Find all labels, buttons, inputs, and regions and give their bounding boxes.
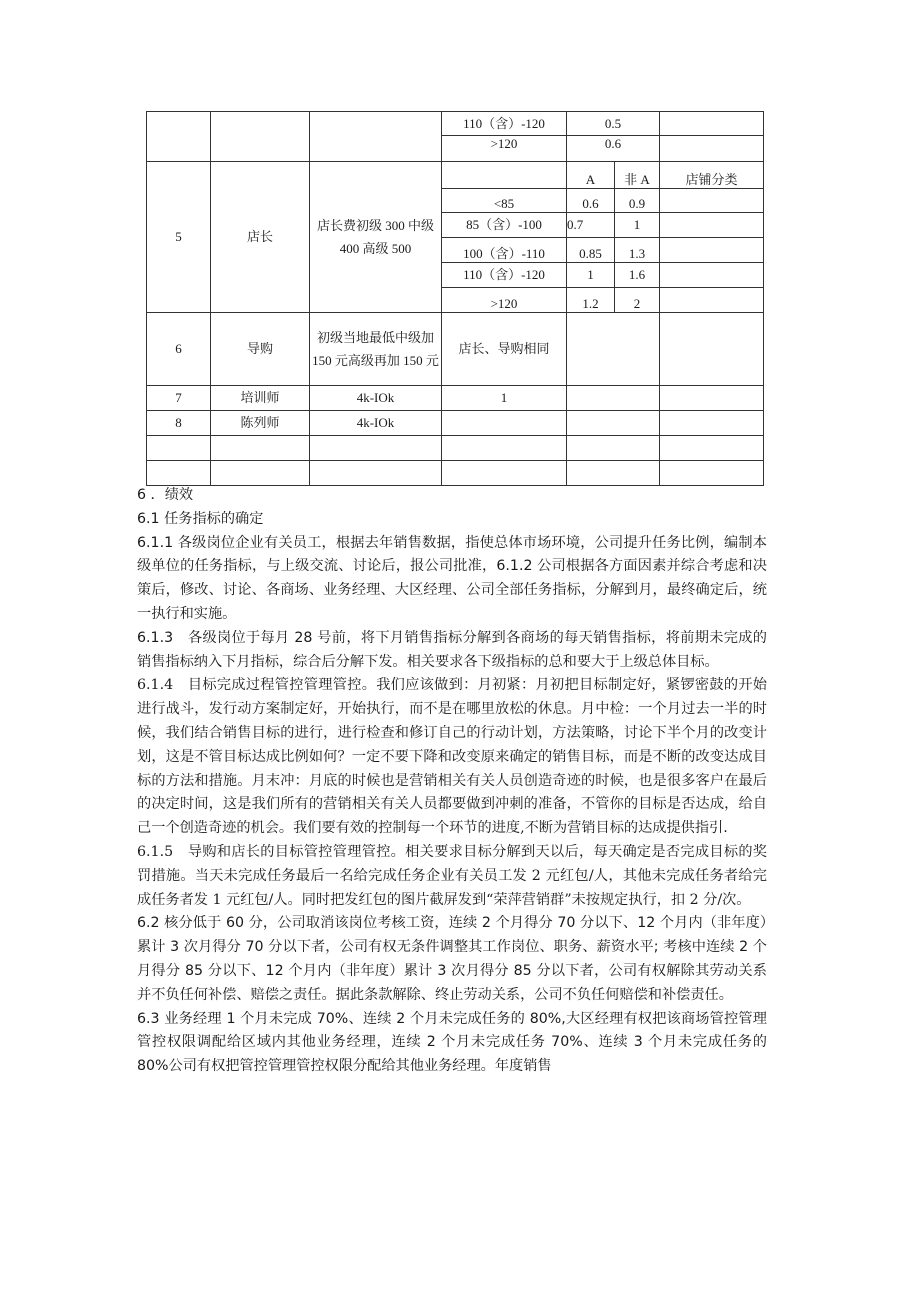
cell-non-a: 2	[615, 288, 660, 313]
cell-category	[660, 288, 764, 313]
cell-empty	[567, 386, 660, 411]
cell-non-a: 1.3	[615, 238, 660, 263]
paragraph-6-1-4: 6.1.4 目标完成过程管控管理管控。我们应该做到：月初紧：月初把目标制定好，紧锣密鼓的开始进行战斗，发行动方案制定好，开始执行，而不是在哪里放松的休息。月中检：一个月过去一半的时候，我们结合销售目标的进行，进行检查和修订自己的行动计划，方法策略，讨论下半个月的改变计划，这是不管目标达成比例如何？一定不要下降和改变原来确定的销售目标，而是不断的改变达成目标的方法和措施。月末冲：月底的时候也是营销相关有关人员创造奇迹的时候，也是很多客户在最后的决定时间，这是我们所有的营销相关有关人员都要做到冲刺的准备，不管你的目标是否达成，给自己一个创造奇迹的机会。我们要有效的控制每一个环节的进度,不断为营销目标的达成提供指引.	[137, 677, 767, 837]
cell-range: <85	[442, 189, 567, 213]
heading-6-performance: 6 ．绩效	[137, 487, 194, 503]
cell-note	[660, 136, 764, 162]
table-row	[147, 313, 764, 386]
cell-pay	[310, 112, 442, 162]
cell-coef	[442, 411, 567, 436]
table-row	[147, 411, 764, 436]
paragraph-6-1-1: 6.1.1 各级岗位企业有关员工，根据去年销售数据，指使总体市场环境，公司提升任务比例，编制本级单位的任务指标，与上级交流、讨论后，报公司批准，6.1.2 公司根据各方面因素并综合考虑和决策后，修改、讨论、各商场、业务经理、大区经理、公司全部任务指标，分解到月，最终确定后，统一执行和实施。	[137, 534, 767, 622]
cell-role: 培训师	[211, 386, 310, 411]
cell-a: 0.7	[567, 213, 615, 238]
cell-note	[660, 313, 764, 386]
heading-6-1-target-setting: 6.1 任务指标的确定	[137, 510, 264, 527]
cell-a: 0.85	[567, 238, 615, 263]
cell-coef: 0.6	[567, 136, 660, 162]
cell-no	[147, 112, 211, 162]
table-row	[147, 162, 764, 189]
cell-non-a: 0.9	[615, 189, 660, 213]
cell-category	[660, 189, 764, 213]
cell-role	[211, 112, 310, 162]
cell-range: 100（含）-110	[442, 238, 567, 263]
paragraph-6-2: 6.2 核分低于 60 分，公司取消该岗位考核工资，连续 2 个月得分 70 分以下、12 个月内（非年度）累计 3 次月得分 70 分以下者，公司有权无条件调整其工作岗位、职务、薪资水平; 考核中连续 2 个月得分 85 分以下、12 个月内（非年度）累计 3 次月得分 85 分以下者，公司有权解除其劳动关系并不负任何补偿、赔偿之责任。据此条款解除、终止劳动关系，公司不负任何赔偿和补偿责任。	[137, 915, 767, 1003]
cell-range: >120	[442, 288, 567, 313]
cell-a: 1.2	[567, 288, 615, 313]
cell-note	[660, 112, 764, 136]
table-row	[147, 112, 764, 136]
paragraph-6-1-3: 6.1.3 各级岗位于每月 28 号前，将下月销售指标分解到各商场的每天销售指标，将前期未完成的销售指标纳入下月指标，综合后分解下发。相关要求各下级指标的总和要大于上级总体目标。	[137, 629, 767, 670]
cell-a: 0.6	[567, 189, 615, 213]
cell-pay: 4k-IOk	[310, 386, 442, 411]
cell-a: 1	[567, 263, 615, 288]
cell-range: 110（含）-120	[442, 112, 567, 136]
cell-role: 陈列师	[211, 411, 310, 436]
cell-coef: 店长、导购相同	[442, 313, 567, 386]
table-row-empty	[147, 436, 764, 461]
cell-non-a-header: 非 A	[615, 162, 660, 189]
table-row-empty	[147, 461, 764, 486]
compensation-table	[146, 111, 764, 486]
cell-pay: 4k-IOk	[310, 411, 442, 436]
document-body	[137, 484, 767, 1079]
cell-no: 6	[147, 313, 211, 386]
cell-role: 导购	[211, 313, 310, 386]
cell-non-a: 1	[615, 213, 660, 238]
cell-role: 店长	[211, 162, 310, 313]
cell-range: 85（含）-100	[442, 213, 567, 238]
paragraph-6-3: 6.3 业务经理 1 个月未完成 70%、连续 2 个月未完成任务的 80%,大区经理有权把该商场管控管理管控权限调配给区域内其他业务经理，连续 2 个月未完成任务 70%、连续 3 个月未完成任务的 80%公司有权把管控管理管控权限分配给其他业务经理。年度销售	[137, 1010, 767, 1075]
cell-coef: 1	[442, 386, 567, 411]
cell-note	[660, 386, 764, 411]
cell-range: 110（含）-120	[442, 263, 567, 288]
cell-empty	[567, 411, 660, 436]
cell-no: 8	[147, 411, 211, 436]
cell-coef: 0.5	[567, 112, 660, 136]
cell-no: 7	[147, 386, 211, 411]
cell-category	[660, 263, 764, 288]
cell-a-header: A	[567, 162, 615, 189]
paragraph-6-1-5: 6.1.5 导购和店长的目标管控管理管控。相关要求目标分解到天以后，每天确定是否完成目标的奖罚措施。当天未完成任务最后一名给完成任务企业有关员工发 2 元红包/人，其他未完成任务者给完成任务者发 1 元红包/人。同时把发红包的图片截屏发到“荣萍营销群”未按规定执行，扣 2 分/次。	[137, 843, 767, 908]
cell-category	[660, 238, 764, 263]
cell-pay: 店长费初级 300 中级 400 高级 500	[310, 162, 442, 313]
cell-no: 5	[147, 162, 211, 313]
table-row	[147, 386, 764, 411]
cell-non-a: 1.6	[615, 263, 660, 288]
cell-pay: 初级当地最低中级加 150 元高级再加 150 元	[310, 313, 442, 386]
cell-category-header: 店铺分类	[660, 162, 764, 189]
cell-note	[660, 411, 764, 436]
cell-range-header	[442, 162, 567, 189]
cell-range: >120	[442, 136, 567, 162]
cell-empty	[567, 313, 660, 386]
cell-category	[660, 213, 764, 238]
